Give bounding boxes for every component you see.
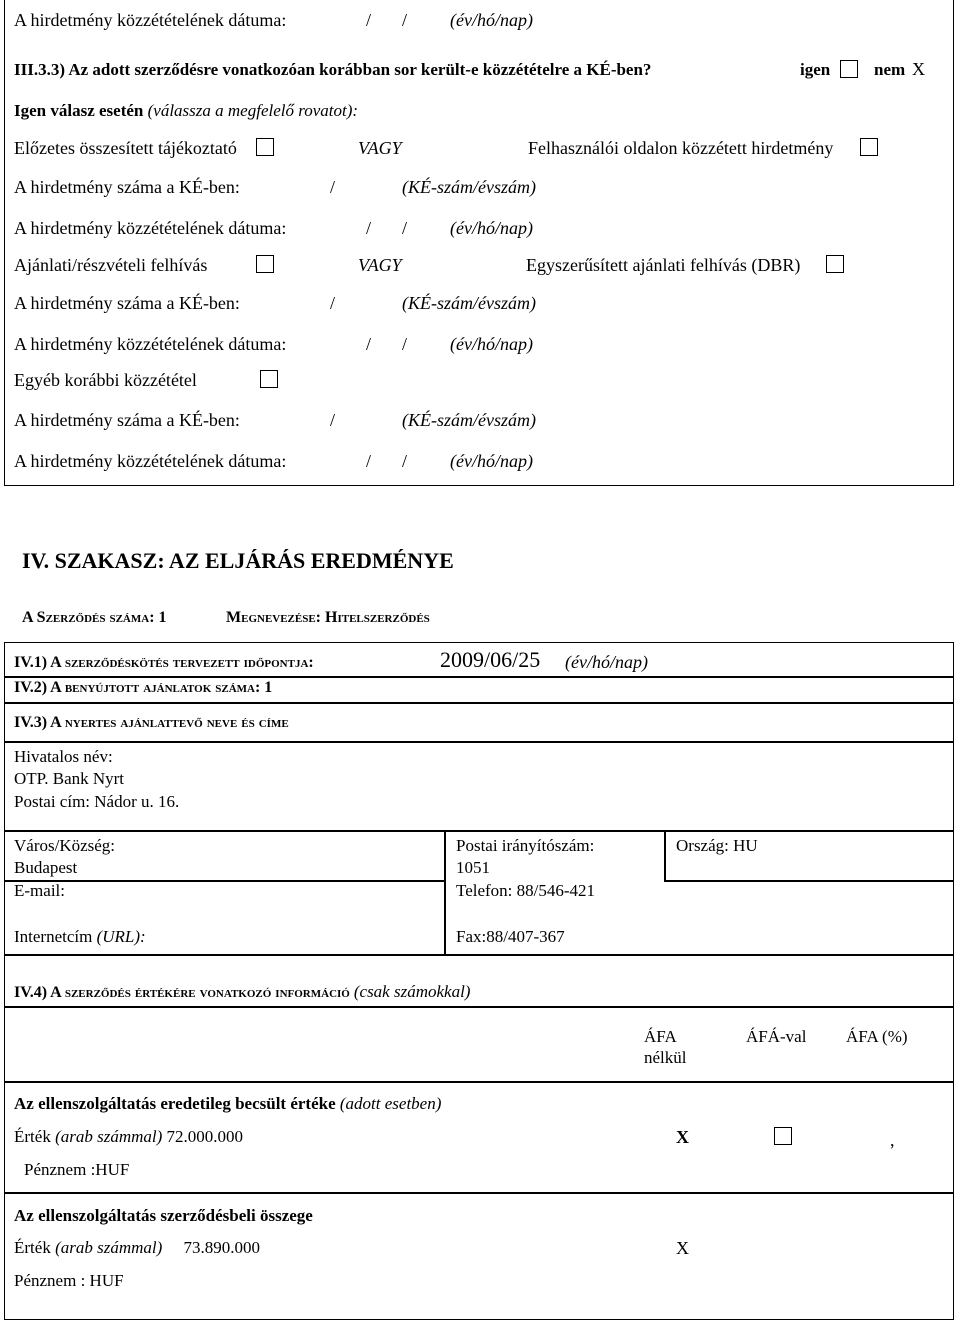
date-hint: (év/hó/nap) bbox=[450, 451, 533, 471]
iv1-label: IV.1) A szerződéskötés tervezett időpontja: bbox=[14, 654, 314, 671]
divider bbox=[4, 1192, 954, 1194]
date-sep: / bbox=[366, 451, 372, 471]
date-sep: / bbox=[366, 218, 372, 238]
divider bbox=[664, 830, 666, 880]
call-checkbox[interactable] bbox=[256, 255, 274, 273]
question-iii33: III.3.3) Az adott szerződésre vonatkozóan korábban sor került-e közzétételre a KÉ-ben? bbox=[14, 60, 652, 79]
date-hint: (év/hó/nap) bbox=[450, 10, 533, 30]
call-label: Ajánlati/részvételi felhívás bbox=[14, 255, 208, 275]
notice-number-label-2: A hirdetmény száma a KÉ-ben: bbox=[14, 293, 240, 313]
contract-number: A Szerződés száma: 1 bbox=[22, 609, 167, 626]
contract-net-mark: X bbox=[676, 1238, 689, 1258]
fax: Fax:88/407-367 bbox=[456, 927, 565, 946]
notice-number-hint: (KÉ-szám/évszám) bbox=[402, 410, 536, 430]
divider bbox=[4, 830, 954, 832]
iv1-hint: (év/hó/nap) bbox=[565, 652, 648, 672]
yes-checkbox[interactable] bbox=[840, 60, 858, 78]
notice-number-sep: / bbox=[330, 177, 336, 197]
date-label-4: A hirdetmény közzétételének dátuma: bbox=[14, 451, 287, 471]
or-label: VAGY bbox=[358, 255, 402, 275]
official-name: OTP. Bank Nyrt bbox=[14, 769, 125, 788]
notice-number-label-3: A hirdetmény száma a KÉ-ben: bbox=[14, 410, 240, 430]
no-label: nem bbox=[874, 60, 906, 79]
zip-value: 1051 bbox=[456, 858, 490, 877]
contract-currency: Pénznem : HUF bbox=[14, 1271, 124, 1290]
city-value: Budapest bbox=[14, 858, 78, 877]
date-label-2: A hirdetmény közzétételének dátuma: bbox=[14, 218, 287, 238]
divider bbox=[4, 954, 954, 956]
col-net-line1: ÁFA bbox=[644, 1027, 677, 1046]
estimated-vat: , bbox=[890, 1130, 895, 1150]
notice-number-sep: / bbox=[330, 293, 336, 313]
date-label-1: A hirdetmény közzétételének dátuma: bbox=[14, 10, 287, 30]
notice-number-label-1: A hirdetmény száma a KÉ-ben: bbox=[14, 177, 240, 197]
yes-label: igen bbox=[800, 60, 831, 79]
phone: Telefon: 88/546-421 bbox=[456, 881, 596, 900]
divider bbox=[4, 1006, 954, 1008]
profile-notice-label: Felhasználói oldalon közzétett hirdetmény bbox=[528, 138, 834, 158]
simple-call-label: Egyszerűsített ajánlati felhívás (DBR) bbox=[526, 255, 801, 275]
col-gross: ÁFÁ-val bbox=[746, 1027, 807, 1046]
other-publication-checkbox[interactable] bbox=[260, 370, 278, 388]
no-mark: X bbox=[912, 59, 925, 79]
estimated-value-title: Az ellenszolgáltatás eredetileg becsült értéke (adott esetben) bbox=[14, 1094, 442, 1113]
iv2-label: IV.2) A benyújtott ajánlatok száma: 1 bbox=[14, 679, 273, 696]
date-sep: / bbox=[366, 10, 372, 30]
notice-number-sep: / bbox=[330, 410, 336, 430]
section-title: IV. SZAKASZ: AZ ELJÁRÁS EREDMÉNYE bbox=[22, 548, 454, 573]
estimated-gross-checkbox[interactable] bbox=[774, 1127, 792, 1145]
prior-info-label: Előzetes összesített tájékoztató bbox=[14, 138, 237, 158]
simple-call-checkbox[interactable] bbox=[826, 255, 844, 273]
zip-label: Postai irányítószám: bbox=[456, 836, 595, 855]
divider bbox=[4, 741, 954, 743]
email-label: E-mail: bbox=[14, 881, 65, 900]
iv1-value: 2009/06/25 bbox=[440, 647, 541, 672]
contract-value-title: Az ellenszolgáltatás szerződésbeli összege bbox=[14, 1206, 313, 1225]
city-label: Város/Község: bbox=[14, 836, 116, 855]
estimated-net-mark: X bbox=[676, 1127, 689, 1147]
profile-notice-checkbox[interactable] bbox=[860, 138, 878, 156]
other-publication-label: Egyéb korábbi közzététel bbox=[14, 370, 197, 390]
if-yes-instruction: Igen válasz esetén (válassza a megfelelő rovatot): bbox=[14, 101, 359, 120]
divider bbox=[4, 1081, 954, 1083]
col-vat: ÁFA (%) bbox=[846, 1027, 908, 1046]
date-sep: / bbox=[402, 451, 408, 471]
estimated-currency: Pénznem :HUF bbox=[24, 1160, 130, 1179]
date-sep: / bbox=[402, 218, 408, 238]
contract-value: Érték (arab számmal) 73.890.000 bbox=[14, 1238, 261, 1257]
date-sep: / bbox=[402, 334, 408, 354]
url-label: Internetcím (URL): bbox=[14, 927, 146, 946]
divider bbox=[4, 702, 954, 704]
date-hint: (év/hó/nap) bbox=[450, 218, 533, 238]
country: Ország: HU bbox=[676, 836, 758, 855]
official-name-label: Hivatalos név: bbox=[14, 747, 113, 766]
divider bbox=[4, 880, 444, 882]
postal-address: Postai cím: Nádor u. 16. bbox=[14, 792, 180, 811]
divider bbox=[4, 676, 954, 678]
date-hint: (év/hó/nap) bbox=[450, 334, 533, 354]
iv4-label: IV.4) A szerződés értékére vonatkozó információ (csak számokkal) bbox=[14, 982, 471, 1001]
date-sep: / bbox=[366, 334, 372, 354]
divider bbox=[664, 880, 954, 882]
iv3-label: IV.3) A nyertes ajánlattevő neve és címe bbox=[14, 714, 289, 731]
estimated-value: Érték (arab számmal) 72.000.000 bbox=[14, 1127, 244, 1146]
notice-number-hint: (KÉ-szám/évszám) bbox=[402, 293, 536, 313]
divider bbox=[444, 830, 446, 954]
col-net-line2: nélkül bbox=[644, 1048, 687, 1067]
date-label-3: A hirdetmény közzétételének dátuma: bbox=[14, 334, 287, 354]
prior-info-checkbox[interactable] bbox=[256, 138, 274, 156]
date-sep: / bbox=[402, 10, 408, 30]
notice-number-hint: (KÉ-szám/évszám) bbox=[402, 177, 536, 197]
contract-name: Megnevezése: Hitelszerződés bbox=[226, 609, 430, 626]
or-label: VAGY bbox=[358, 138, 402, 158]
